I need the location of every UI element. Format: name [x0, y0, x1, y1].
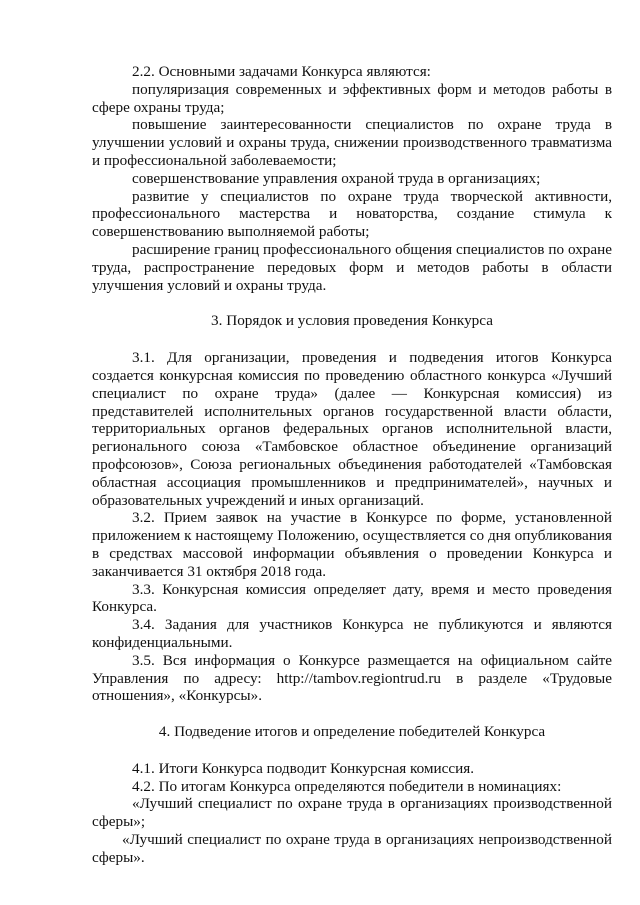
- task-item-5: расширение границ профессионального общения специалистов по охране труда, распространение передовых форм и методов работы в области улучшения условий и охраны труда.: [92, 240, 612, 294]
- section2-intro: 2.2. Основными задачами Конкурса являются:: [132, 63, 431, 80]
- document-content: [92, 63, 612, 867]
- section3-paragraph-3: 3.3. Конкурсная комиссия определяет дату, время и место проведения Конкурса.: [92, 580, 612, 616]
- section3-paragraph-1: 3.1. Для организации, проведения и подведения итогов Конкурса создается конкурсная комиссия по проведению областного конкурса «Лучший специалист по охране труда» (далее — Конкурсная комиссия) из представителей исполнительных органов государственной власти области, территориальных органов федеральных органов исполнительной власти, регионального союза «Тамбовское областное объединение организаций профсоюзов», Союза региональных объединения работодателей «Тамбовская областная ассоциация промышленников и предпринимателей», научных и образовательных учреждений и иных организаций.: [92, 349, 612, 509]
- task-item-2: повышение заинтересованности специалистов по охране труда в улучшении условий и охраны труда, снижении производственного травматизма и профессиональной заболеваемости;: [92, 116, 612, 169]
- nomination-2: «Лучший специалист по охране труда в организациях непроизводственной сферы».: [92, 831, 612, 866]
- section4-paragraph-1: 4.1. Итоги Конкурса подводит Конкурсная комиссия.: [132, 759, 475, 777]
- section3-paragraph-2: 3.2. Прием заявок на участие в Конкурсе по форме, установленной приложением к настоящему Положению, осуществляется со дня опубликования в средствах массовой информации объявления о проведении Конкурса и заканчивается 31 октября 2018 года.: [92, 509, 612, 580]
- nomination-1: «Лучший специалист по охране труда в организациях производственной сферы»;: [92, 795, 612, 831]
- task-item-1: популяризация современных и эффективных форм и методов работы в сфере охраны труда;: [92, 80, 612, 116]
- section3-title: 3. Порядок и условия проведения Конкурса: [211, 312, 493, 330]
- section4-title: 4. Подведение итогов и определение победителей Конкурса: [158, 723, 546, 741]
- section3-paragraph-4: 3.4. Задания для участников Конкурса не публикуются и являются конфиденциальными.: [92, 616, 612, 651]
- section3-paragraph-5: 3.5. Вся информация о Конкурсе размещается на официальном сайте Управления по адресу: http://tambov.regiontrud.ru в разделе «Трудовые отношения», «Конкурсы».: [92, 651, 612, 705]
- task-item-3: совершенствование управления охраной труда в организациях;: [132, 169, 541, 187]
- section4-paragraph-2: 4.2. По итогам Конкурса определяются победители в номинациях:: [132, 777, 562, 795]
- task-item-4: развитие у специалистов по охране труда творческой активности, профессионального мастерства и новаторства, создание стимула к совершенствованию выполняемой работы;: [92, 187, 612, 241]
